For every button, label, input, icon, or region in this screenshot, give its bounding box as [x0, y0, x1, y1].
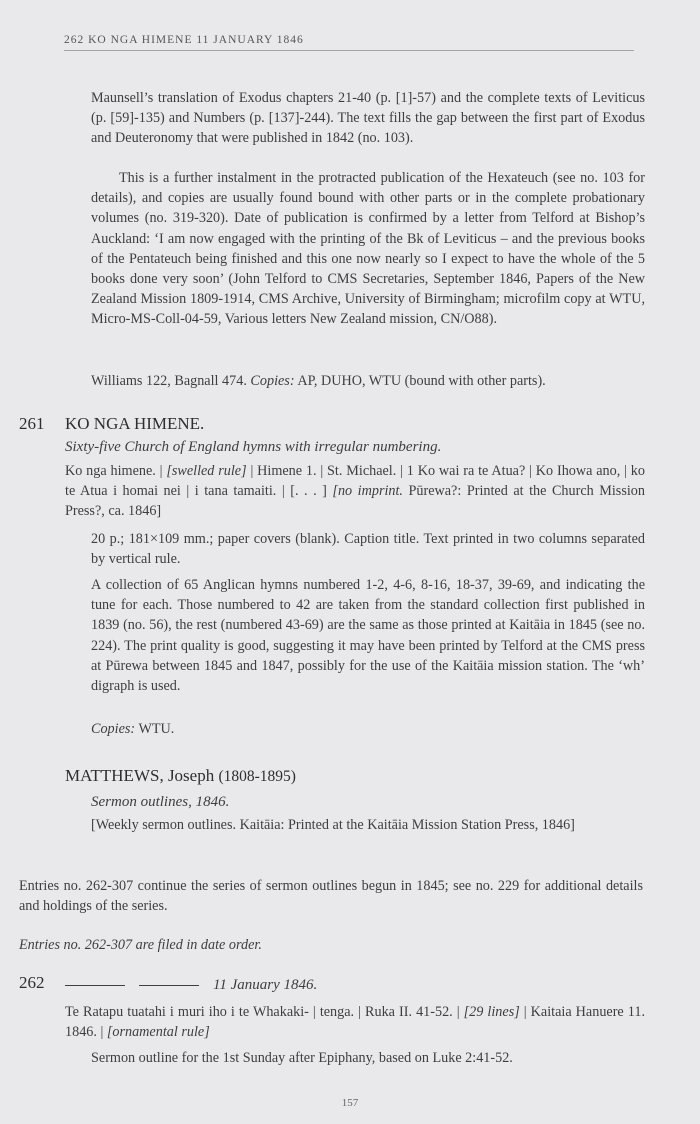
order-note: Entries no. 262-307 are filed in date order.	[19, 937, 262, 953]
series-title: Sermon outlines, 1846.	[91, 794, 230, 810]
entry-copies-261	[91, 719, 645, 739]
entry-note-262: Sermon outline for the 1st Sunday after Epiphany, based on Luke 2:41-52.	[91, 1050, 513, 1066]
entry-title-261: KO NGA HIMENE.	[65, 414, 205, 433]
copies-label-261: Copies:	[91, 721, 136, 737]
series-note: Entries no. 262-307 continue the series of sermon outlines begun in 1845; see no. 229 for additional details and holdings of the series.	[19, 878, 643, 915]
prev-entry-para2: This is a further instalment in the protracted publication of the Hexateuch (see no. 103 for details), and copies are usually found bound with other parts or in the complete probationary volumes (no. 319-320). Date of publication is confirmed by a letter from Telford at Bishop’s Auckland: ‘I am now engaged with the printing of the Bk of Leviticus – and the previous books of the Pentateuch being finished and this one now nearly so I expect to have the whole of the 5 books done very soon’ (John Telford to CMS Secretaries, September 1846, Papers of the New Zealand Mission 1809-1914, CMS Archive, University of Birmingham; microfilm copy at WTU, Micro-MS-Coll-04-59, Various letters New Zealand mission, CN/O88).	[91, 170, 645, 328]
series-description: [Weekly sermon outlines. Kaitāia: Printed at the Kaitāia Mission Station Press, 1846]	[91, 817, 575, 833]
running-head: 262 KO NGA HIMENE 11 JANUARY 1846	[64, 34, 634, 51]
entry-transcription-261	[65, 461, 645, 522]
transcription-262-b: | Kaitaia Hanuere 11. 1846. |	[65, 1004, 645, 1041]
transcription-part-a: Ko nga himene. |	[65, 463, 167, 479]
swelled-rule-note: [swelled rule]	[166, 463, 247, 479]
transcription-part-b: | Himene 1. | St. Michael. | 1 Ko wai ra te Atua? | Ko Ihowa ano, | ko te Atua i homai nei | i tana tamaiti. | [. . . ]	[65, 463, 645, 500]
entry-date-262: 11 January 1846.	[213, 977, 318, 993]
copies-label: Copies:	[250, 373, 295, 389]
prev-entry-refs	[91, 371, 651, 391]
transcription-262-a: Te Ratapu tuatahi i muri iho i te Whakaki- | tenga. | Ruka II. 41-52. |	[65, 1004, 464, 1020]
ornamental-rule-note: [ornamental rule]	[106, 1024, 210, 1041]
entry-number-261: 261	[19, 414, 45, 433]
page-number: 157	[341, 1097, 359, 1109]
refs-text: Williams 122, Bagnall 474.	[91, 373, 247, 389]
lines-note: [29 lines]	[463, 1004, 520, 1020]
author-dates: (1808-1895)	[218, 768, 296, 785]
entry-subtitle-261: Sixty-five Church of England hymns with irregular numbering.	[65, 439, 442, 455]
entry-heading-262	[65, 975, 645, 995]
copies-text-261: WTU.	[138, 721, 175, 737]
author-name: MATTHEWS, Joseph	[65, 766, 215, 785]
author-heading	[65, 766, 296, 786]
prev-entry-para1: Maunsell’s translation of Exodus chapters 21-40 (p. [1]-57) and the complete texts of Leviticus (p. [59]-135) and Numbers (p. [137]-244). The text fills the gap between the first part of Exodus and Deuteronomy that were published in 1842 (no. 103).	[91, 90, 645, 147]
author-dash-1	[65, 985, 125, 986]
no-imprint-note: [no imprint.	[332, 483, 403, 500]
entry-number-262: 262	[19, 973, 45, 992]
entry-transcription-262	[65, 1002, 645, 1042]
entry-collation-261: 20 p.; 181×109 mm.; paper covers (blank). Caption title. Text printed in two columns separated by vertical rule.	[91, 531, 645, 568]
entry-note-261: A collection of 65 Anglican hymns numbered 1-2, 4-6, 8-16, 18-37, 39-69, and indicating the tune for each. Those numbered to 42 are taken from the standard collection first published in 1839 (no. 56), the rest (numbered 43-69) are the same as those printed at Kaitāia in 1845 (see no. 224). The print quality is good, suggesting it may have been printed by Telford at the CMS press at Pūrewa between 1845 and 1847, possibly for the use of the Kaitāia mission station. The ‘wh’ digraph is used.	[91, 577, 645, 695]
copies-text: AP, DUHO, WTU (bound with other parts).	[297, 373, 546, 389]
title-dash-2	[139, 985, 199, 986]
imprint-text: Pūrewa?: Printed at the Church Mission Press?, ca. 1846]	[65, 483, 645, 520]
